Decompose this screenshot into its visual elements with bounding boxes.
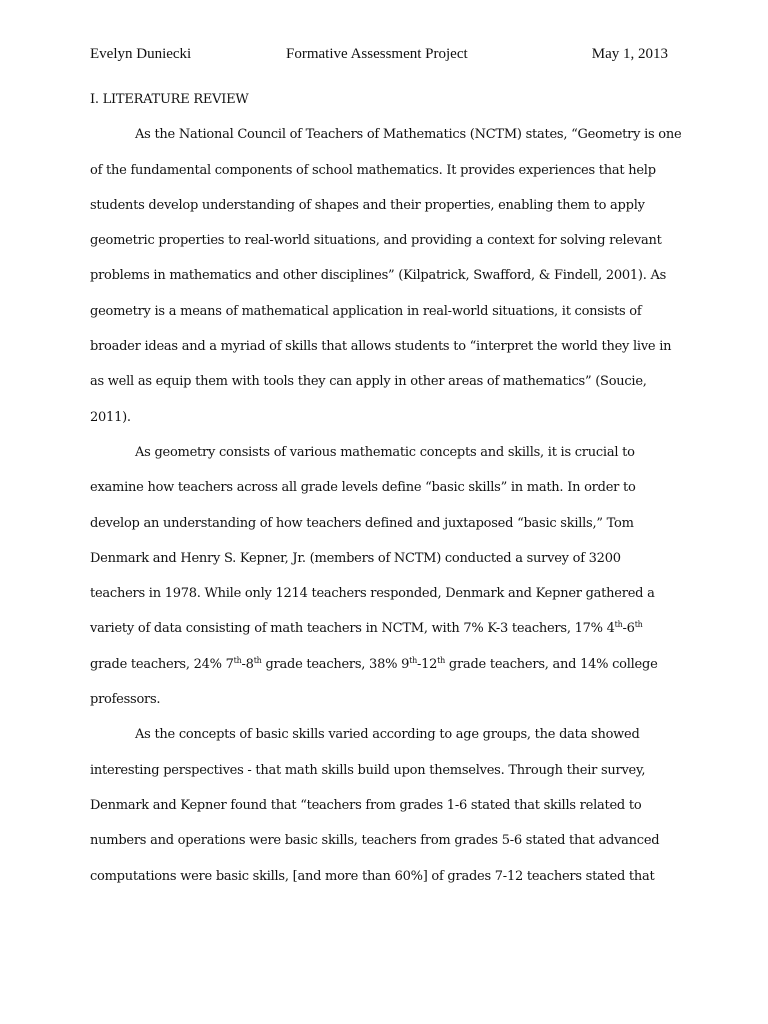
text-line: professors. xyxy=(90,692,161,708)
superscript-ordinal: th xyxy=(253,655,262,665)
text-run: -8 xyxy=(241,656,254,672)
text-line: examine how teachers across all grade levels define “basic skills” in math. In order to xyxy=(90,480,636,496)
text-line: as well as equip them with tools they can apply in other areas of mathematics” (Soucie, xyxy=(90,374,647,390)
text-line: As the National Council of Teachers of Mathematics (NCTM) states, “Geometry is one xyxy=(135,127,682,143)
text-line: geometry is a means of mathematical application in real-world situations, it consists of xyxy=(90,303,642,319)
superscript-ordinal: th xyxy=(233,655,242,665)
text-run: -6 xyxy=(622,621,635,637)
text-line: of the fundamental components of school mathematics. It provides experiences that help xyxy=(90,162,656,178)
paragraph-3 xyxy=(90,717,670,893)
header-author: Evelyn Duniecki xyxy=(90,46,192,62)
text-run: grade teachers, 38% 9 xyxy=(261,656,410,672)
text-line: develop an understanding of how teachers defined and juxtaposed “basic skills,” Tom xyxy=(90,515,634,531)
header-project-title: Formative Assessment Project xyxy=(286,46,468,62)
text-line: students develop understanding of shapes and their properties, enabling them to apply xyxy=(90,197,645,213)
text-line: 2011). xyxy=(90,409,131,425)
text-run: grade teachers, 24% 7 xyxy=(90,656,234,672)
section-heading: I. LITERATURE REVIEW xyxy=(90,92,249,107)
text-line: computations were basic skills, [and more than 60%] of grades 7-12 teachers stated that xyxy=(90,868,655,884)
text-line: geometric properties to real-world situations, and providing a context for solving relevant xyxy=(90,233,662,249)
document-body xyxy=(90,82,682,894)
text-line: broader ideas and a myriad of skills that allows students to “interpret the world they live in xyxy=(90,339,672,355)
text-line: numbers and operations were basic skills, teachers from grades 5-6 stated that advanced xyxy=(90,833,660,849)
text-run: grade teachers, and 14% college xyxy=(445,656,658,672)
text-line: Denmark and Henry S. Kepner, Jr. (members of NCTM) conducted a survey of 3200 xyxy=(90,550,621,566)
superscript-ordinal: th xyxy=(614,620,623,630)
text-line: problems in mathematics and other disciplines” (Kilpatrick, Swafford, & Findell, 2001). As xyxy=(90,268,667,284)
header-date: May 1, 2013 xyxy=(591,46,668,62)
text-line xyxy=(90,611,670,646)
text-line: interesting perspectives - that math skills build upon themselves. Through their survey, xyxy=(90,762,646,778)
superscript-ordinal: th xyxy=(634,620,643,630)
text-line: As geometry consists of various mathematic concepts and skills, it is crucial to xyxy=(135,444,635,460)
text-line: teachers in 1978. While only 1214 teachers responded, Denmark and Kepner gathered a xyxy=(90,586,655,602)
superscript-ordinal: th xyxy=(409,655,417,665)
text-line: Denmark and Kepner found that “teachers from grades 1-6 stated that skills related to xyxy=(90,797,642,813)
text-line xyxy=(90,647,670,682)
paragraph-1 xyxy=(90,117,682,435)
text-run: variety of data consisting of math teachers in NCTM, with 7% K-3 teachers, 17% 4 xyxy=(90,621,615,637)
superscript-ordinal: th xyxy=(437,655,446,665)
text-line: As the concepts of basic skills varied according to age groups, the data showed xyxy=(135,727,640,743)
text-run: -12 xyxy=(416,656,438,672)
page-header xyxy=(90,43,668,65)
paragraph-2 xyxy=(90,435,670,717)
